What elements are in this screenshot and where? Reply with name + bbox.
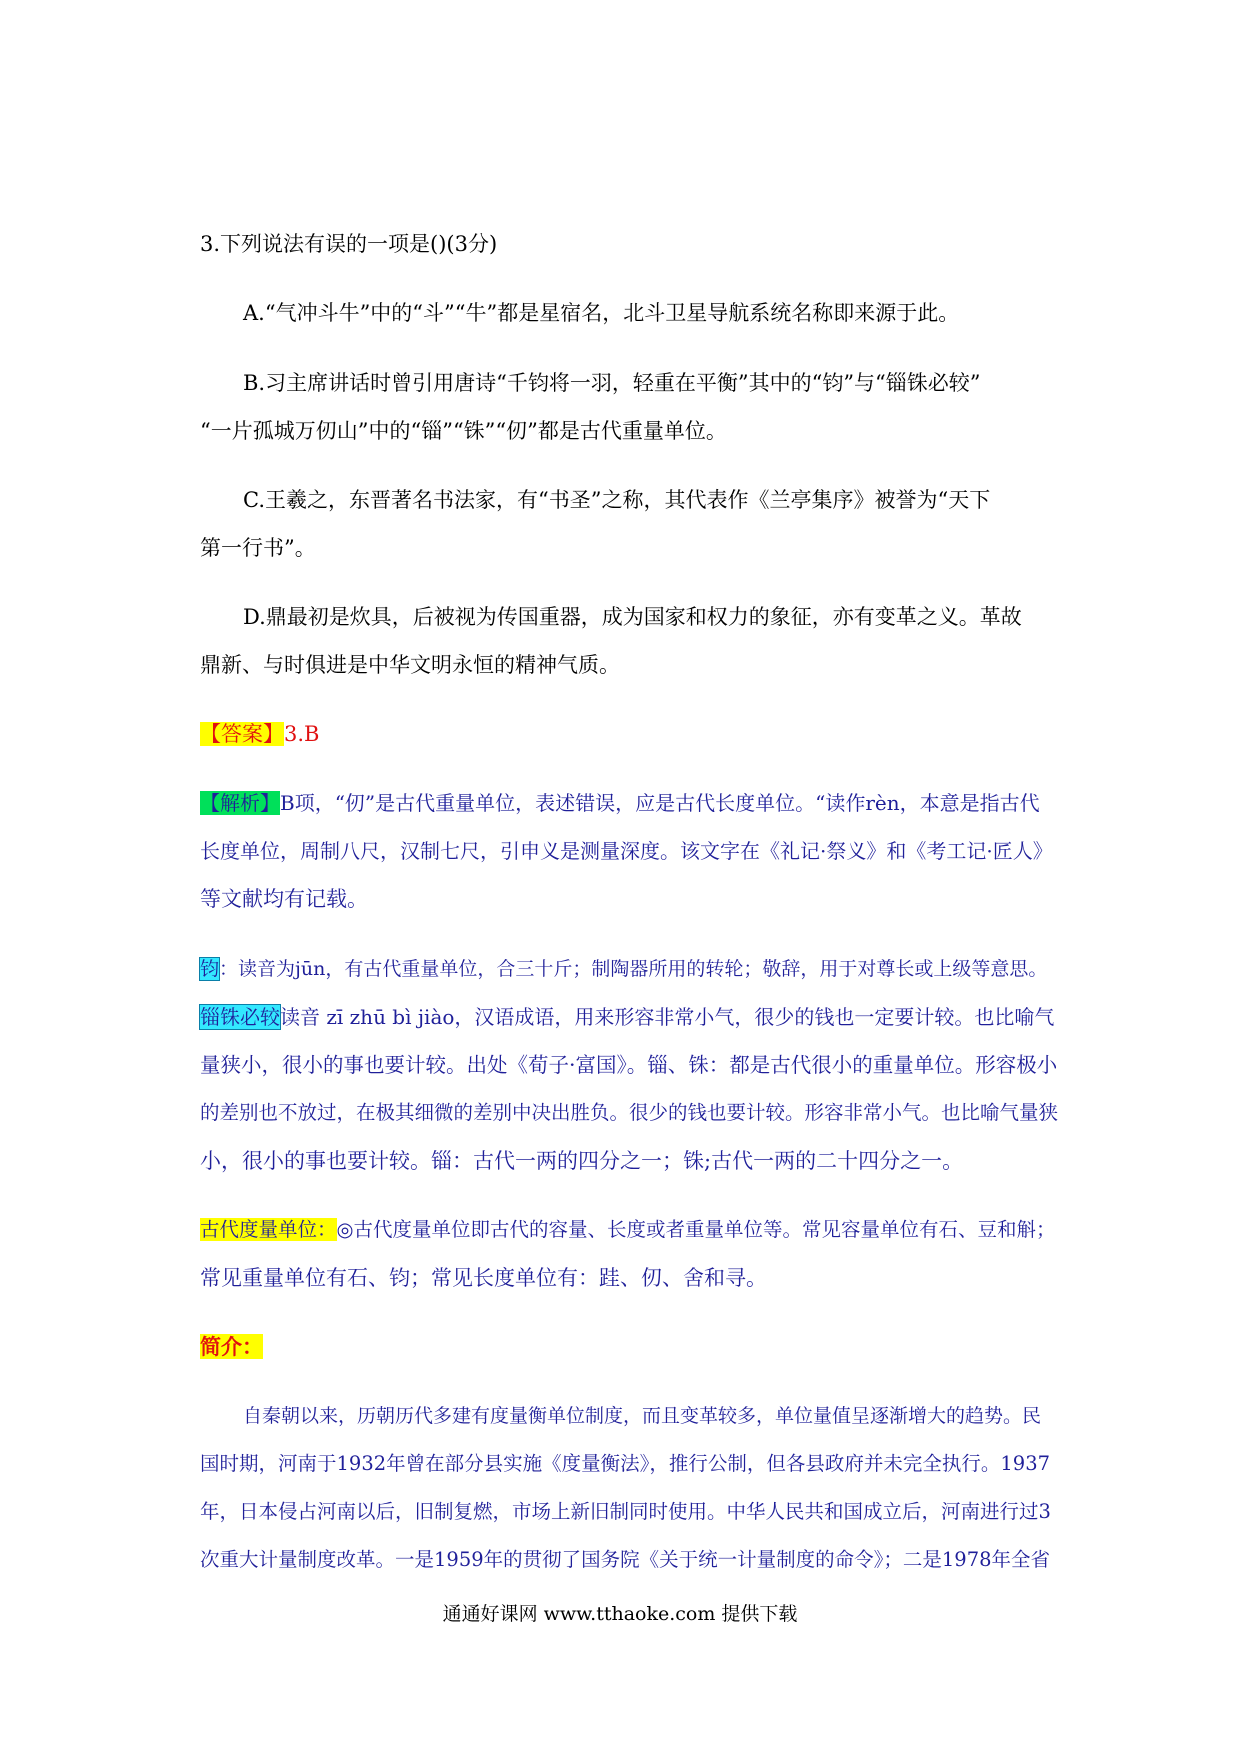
analysis-label: 【解析】	[200, 791, 280, 815]
intro-line-3: 年，日本侵占河南以后，旧制复燃，市场上新旧制同时使用。中华人民共和国成立后，河南进行过3	[200, 1500, 1051, 1523]
option-d-line-1: D.鼎最初是炊具，后被视为传国重器，成为国家和权力的象征，亦有变革之义。革故	[243, 605, 1022, 629]
zizhu-line-2: 量狭小，很小的事也要计较。出处《荀子·富国》。锱、铢：都是古代很小的重量单位。形容极小	[200, 1053, 1058, 1077]
intro-line-4: 次重大计量制度改革。一是1959年的贯彻了国务院《关于统一计量制度的命令》；二是1978年全省	[200, 1548, 1051, 1571]
option-c-line-1: C.王羲之，东晋著名书法家，有“书圣”之称，其代表作《兰亭集序》被誉为“天下	[243, 488, 991, 512]
intro-label: 简介：	[200, 1334, 263, 1359]
jun-text: ：读音为jūn，有古代重量单位，合三十斤；制陶器所用的转轮；敬辞，用于对尊长或上级等意思。	[219, 958, 1048, 980]
zizhu-line-4: 小，很小的事也要计较。锱：古代一两的四分之一；铢;古代一两的二十四分之一。	[200, 1149, 964, 1173]
option-d-line-2: 鼎新、与时俱进是中华文明永恒的精神气质。	[200, 653, 620, 677]
analysis-line-2: 长度单位，周制八尺，汉制七尺，引申义是测量深度。该文字在《礼记·祭义》和《考工记·匠人》	[200, 839, 1053, 863]
intro-line-2: 国时期，河南于1932年曾在部分县实施《度量衡法》，推行公制，但各县政府并未完全执行。1937	[200, 1452, 1051, 1475]
option-a: A.“气冲斗牛”中的“斗”“牛”都是星宿名，北斗卫星导航系统名称即来源于此。	[243, 301, 960, 325]
zizhu-line-3: 的差别也不放过，在极其细微的差别中决出胜负。很少的钱也要计较。形容非常小气。也比喻气量狭	[200, 1101, 1059, 1124]
answer-value: 3.B	[284, 722, 320, 746]
units-line-2: 常见重量单位有石、钧；常见长度单位有：跬、仞、舍和寻。	[200, 1266, 767, 1290]
analysis-text-1: B项，“仞”是古代重量单位，表述错误，应是古代长度单位。“读作rèn，本意是指古代	[280, 791, 1040, 815]
answer-label: 【答案】	[200, 722, 284, 746]
option-c-line-2: 第一行书”。	[200, 536, 316, 560]
zizhu-term: 锱铢必较	[200, 1005, 280, 1029]
units-line-1	[200, 1214, 1056, 1246]
analysis-line-3: 等文献均有记载。	[200, 887, 368, 911]
option-b-line-1: B.习主席讲话时曾引用唐诗“千钧将一羽，轻重在平衡”其中的“钧”与“锱铢必较”	[243, 371, 981, 395]
option-b-line-2: “一片孤城万仞山”中的“锱”“铢”“仞”都是古代重量单位。	[200, 419, 727, 443]
question-stem: 3.下列说法有误的一项是()(3分)	[200, 232, 498, 256]
units-term: 古代度量单位：	[200, 1218, 337, 1241]
zizhu-text-1: 读音 zī zhū bì jiào，汉语成语，用来形容非常小气，很少的钱也一定要计较。也比喻气	[280, 1005, 1055, 1029]
page-footer: 通通好课网 www.tthaoke.com 提供下载	[442, 1603, 798, 1625]
answer-line	[200, 718, 319, 750]
intro-heading	[200, 1331, 263, 1363]
intro-line-1: 自秦朝以来，历朝历代多建有度量衡单位制度，而且变革较多，单位量值呈逐渐增大的趋势。民	[243, 1405, 1042, 1427]
units-text-1: ◎古代度量单位即古代的容量、长度或者重量单位等。常见容量单位有石、豆和斛；	[336, 1218, 1056, 1241]
jun-line	[200, 953, 1047, 985]
jun-term: 钧	[200, 958, 220, 980]
analysis-line-1	[200, 787, 1040, 819]
zizhu-line-1	[200, 1001, 1054, 1033]
